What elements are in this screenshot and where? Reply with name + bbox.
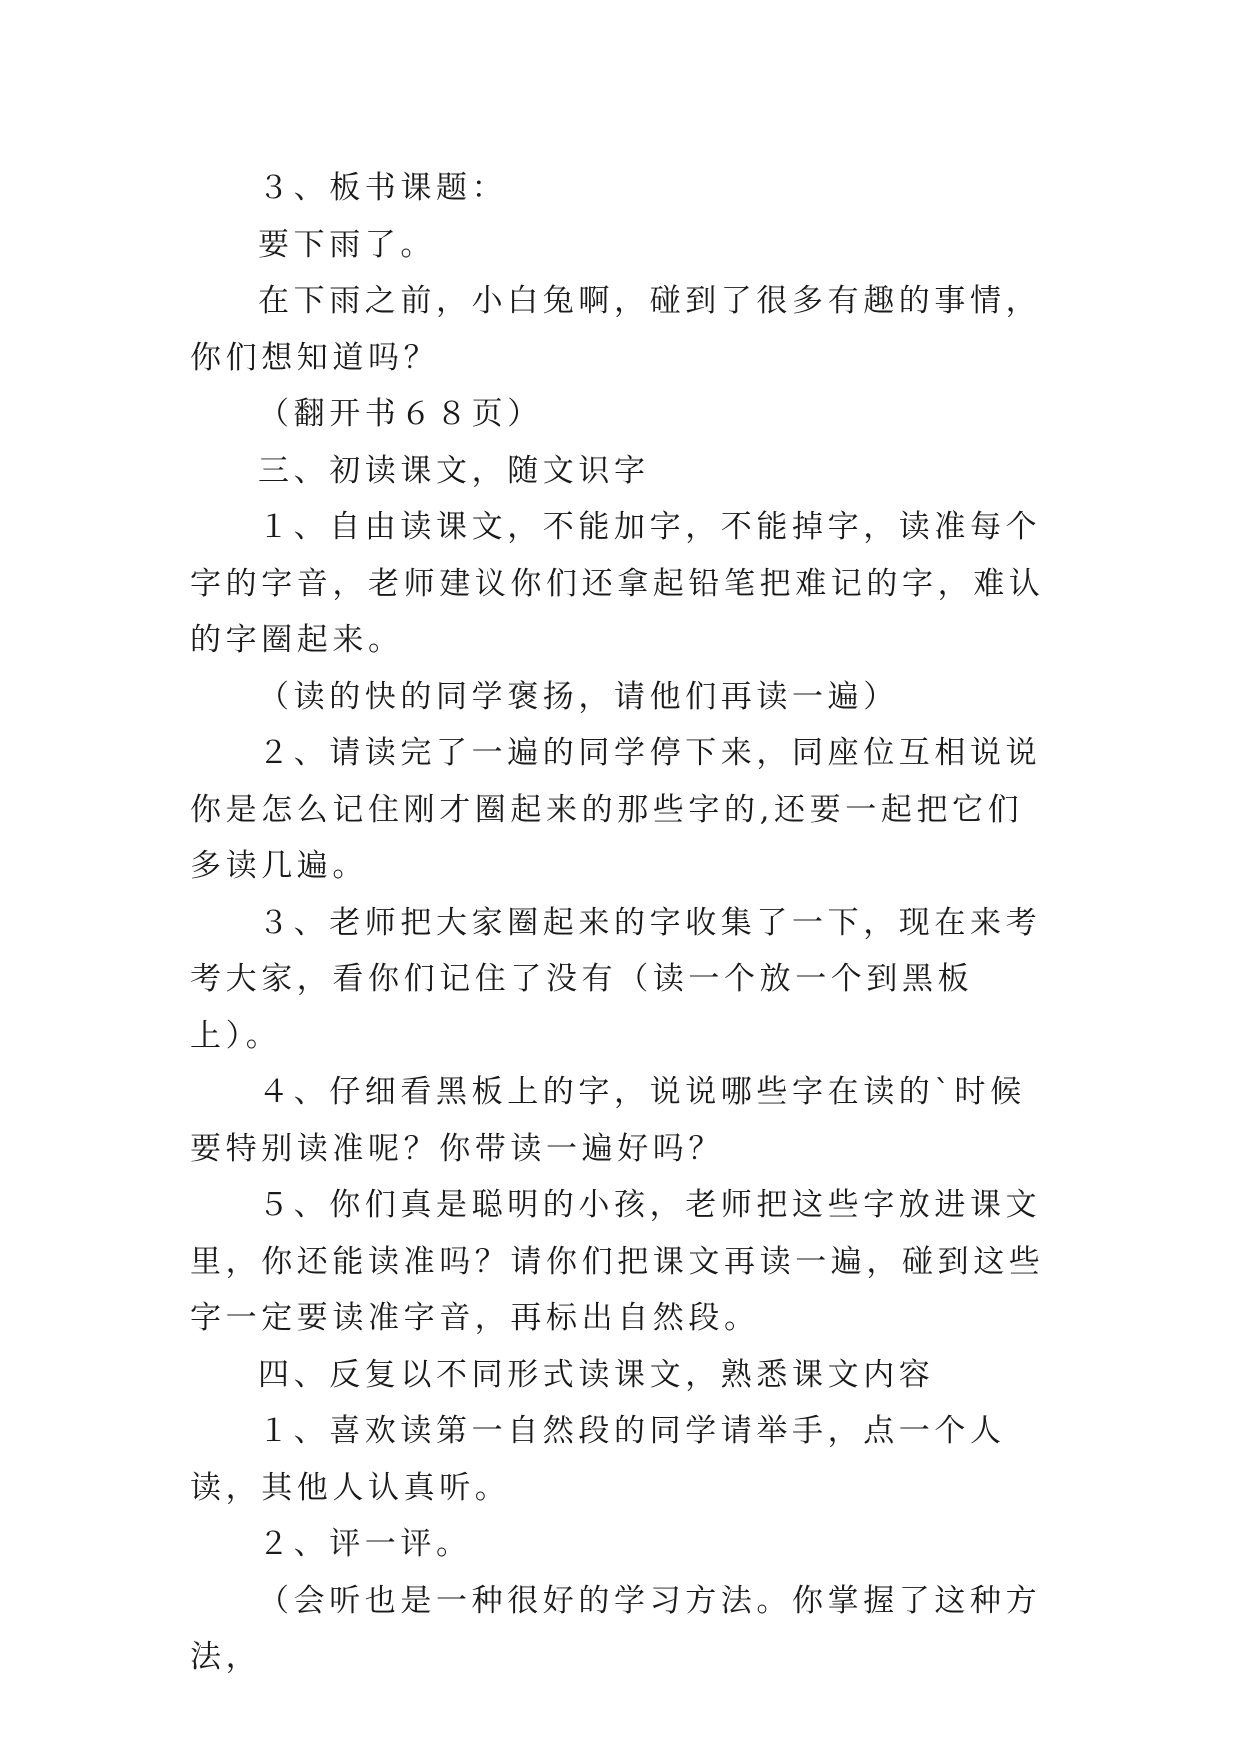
- section-heading-4: 四、反复以不同形式读课文，熟悉课文内容: [258, 1356, 935, 1393]
- paragraph-step-3-collect: ３、老师把大家圈起来的字收集了一下，现在来考考大家，看你们记住了没有（读一个放一个到黑板上）。: [190, 904, 1042, 1054]
- paragraph-step-3-title: ３、板书课题：: [258, 170, 508, 206]
- paragraph-step-1-free-reading: １、自由读课文，不能加字，不能掉字，读准每个字的字音，老师建议你们还拿起铅笔把难记的字，难认的字圈起来。: [190, 509, 1045, 658]
- paragraph-step-1-first-section: １、喜欢读第一自然段的同学请举手，点一个人读，其他人认真听。: [190, 1413, 1006, 1506]
- paragraph-listening-note: （会听也是一种很好的学习方法。你掌握了这种方法，: [190, 1582, 1042, 1675]
- paragraph-lesson-title: 要下雨了。: [258, 226, 436, 263]
- paragraph-step-5-reread: ５、你们真是聪明的小孩，老师把这些字放进课文里，你还能读准吗？请你们把课文再读一遍，碰到这些字一定要读准字音，再标出自然段。: [190, 1187, 1045, 1336]
- paragraph-praise-note: （读的快的同学褒扬，请他们再读一遍）: [258, 678, 899, 715]
- paragraph-step-2-evaluate: ２、评一评。: [258, 1526, 472, 1562]
- paragraph-open-book: （翻开书６８页）: [258, 396, 543, 432]
- paragraph-step-4-blackboard: ４、仔细看黑板上的字，说说哪些字在读的`时候要特别读准呢？你带读一遍好吗？: [190, 1074, 1026, 1167]
- paragraph-step-2-partner: ２、请读完了一遍的同学停下来，同座位互相说说你是怎么记住刚才圈起来的那些字的,还要一起把它们多读几遍。: [190, 735, 1042, 884]
- section-heading-3: 三、初读课文，随文识字: [258, 452, 650, 489]
- paragraph-intro-question: 在下雨之前，小白兔啊，碰到了很多有趣的事情，你们想知道吗？: [190, 283, 1042, 376]
- document-body: [190, 160, 1056, 1686]
